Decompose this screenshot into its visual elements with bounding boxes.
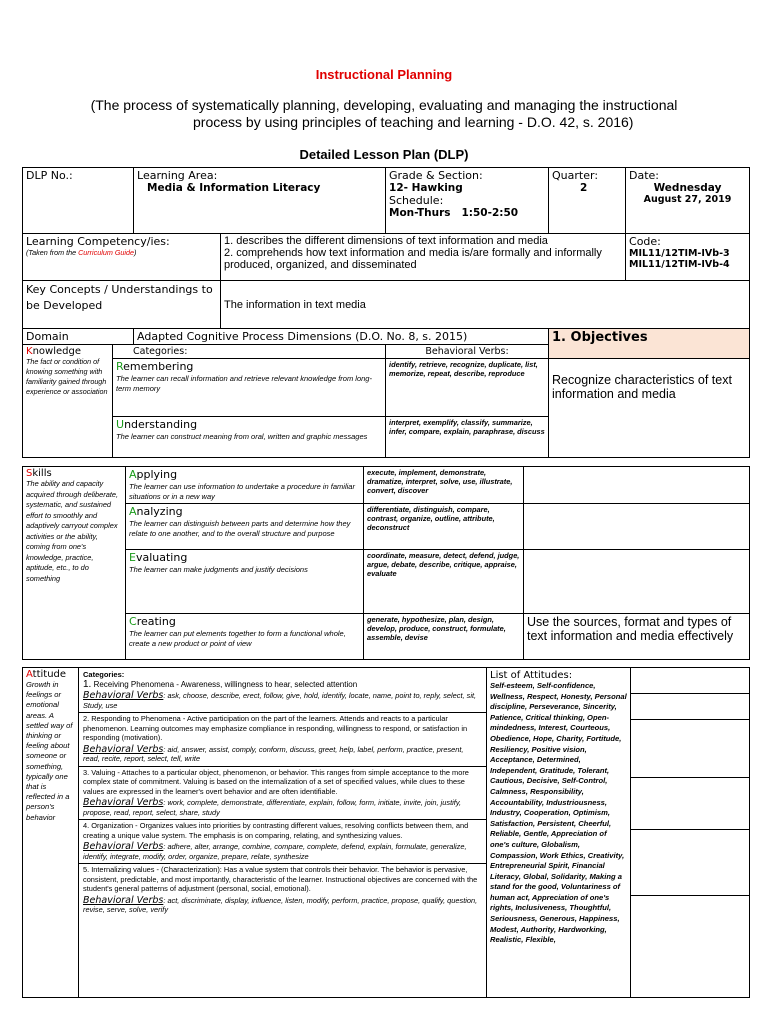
creating-desc: The learner can put elements together to form a functional whole, create a new product or point of view [129, 629, 346, 648]
creating-rest: reating [136, 615, 176, 628]
competency-item-2: 2. comprehends how text information and media is/are formally and informally produced, organized, and disseminated [224, 247, 602, 271]
applying-rest: pplying [136, 468, 178, 481]
remembering-rest: emembering [123, 360, 194, 373]
attitude-category-1 [83, 680, 482, 690]
skills-first-letter: S [26, 468, 33, 479]
competency-items-cell [221, 234, 626, 281]
page-subtitle-line2: process by using principles of teaching and learning - D.O. 42, s. 2016) [193, 114, 634, 130]
evaluating-title [129, 551, 360, 565]
dlp-info-table [22, 167, 750, 458]
attitude-categories-cell [79, 668, 487, 998]
date-value: August 27, 2019 [643, 194, 732, 205]
remembering-verbs-cell [386, 359, 549, 417]
remembering-title [116, 360, 382, 374]
evaluating-verbs: coordinate, measure, detect, defend, judge, argue, debate, describe, critique, appraise, evaluate [367, 551, 520, 579]
analyzing-objective-cell [524, 504, 750, 550]
remembering-cell [113, 359, 386, 417]
knowledge-desc: The fact or condition of knowing something with familiarity gained through experience or association [26, 357, 108, 396]
learning-area-label: Learning Area: [137, 169, 218, 182]
behavioral-verbs-label-1: Behavioral Verbs [83, 690, 164, 702]
analyzing-verbs-cell [364, 504, 524, 550]
skills-cell [23, 467, 126, 660]
attitude-first-letter: A [26, 669, 33, 680]
objective-1: Recognize characteristics of text information and media [552, 373, 732, 401]
knowledge-rest: nowledge [32, 346, 81, 357]
code-2: MIL11/12TIM-IVb-4 [629, 259, 730, 270]
grade-section-label: Grade & Section: [389, 169, 483, 182]
applying-title [129, 468, 360, 482]
analyzing-rest: nalyzing [136, 505, 183, 518]
analyzing-desc: The learner can distinguish between parts and determine how they relate to one another, and to the overall structure and purpose [129, 519, 351, 538]
attitude-objective-cell [631, 668, 750, 998]
objectives-label: 1. Objectives [552, 330, 648, 345]
dimensions-header-cell [134, 329, 549, 345]
attitude-category-1-verbs-text: : ask, choose, describe, erect, follow, give, hold, identify, locate, name, point to, reply, select, sit, Study, use [83, 691, 477, 710]
schedule-value: Mon-Thurs 1:50-2:50 [389, 207, 519, 219]
categories-label: Categories: [133, 346, 188, 357]
attitude-category-2: 2. Responding to Phenomena - Active participation on the part of the learners. Attends and reacts to a particular phenomenon. Learning outcomes may emphasize compliance in responding, willingness to respond, or satisfaction in responding (motivation). [83, 714, 468, 743]
behavioral-verbs-label-4: Behavioral Verbs [83, 841, 164, 853]
creating-verbs-cell [364, 614, 524, 660]
date-cell [626, 168, 750, 234]
code-label: Code: [629, 235, 661, 248]
applying-first-letter: A [129, 468, 137, 481]
verbs-label: Behavioral Verbs: [425, 346, 509, 357]
learning-area-value: Media & Information Literacy [147, 182, 321, 194]
skills-desc: The ability and capacity acquired through deliberate, systematic, and sustained effort to smoothly and adaptively carryout complex activities or the ability, coming from one's knowledge, practice, aptitude, etc., to do something [26, 479, 119, 583]
understanding-cell [113, 417, 386, 458]
understanding-first-letter: U [116, 418, 125, 431]
attitude-table [22, 667, 750, 998]
attitude-desc: Growth in feelings or emotional areas. A settled way of thinking or feeling about someone or something, typically one that is reflected in a person's behavior [26, 680, 73, 822]
grade-section-value: 12- Hawking [389, 182, 463, 194]
creating-title [129, 615, 360, 629]
remembering-first-letter: R [116, 360, 124, 373]
knowledge-first-letter: K [26, 346, 33, 357]
objective-2: Use the sources, format and types of text information and media effectively [527, 615, 734, 643]
attitude-categories-label: Categories: [83, 670, 125, 679]
attitude-list-label: List of Attitudes: [490, 670, 573, 681]
page-subtitle-line1: (The process of systematically planning, developing, evaluating and managing the instructional [90, 97, 678, 113]
evaluating-desc: The learner can make judgments and justify decisions [129, 565, 308, 574]
key-concepts-label-cell [23, 281, 221, 329]
remembering-desc: The learner can recall information and retrieve relevant knowledge from long-term memory [116, 374, 372, 393]
attitude-category-3: 3. Valuing - Attaches to a particular object, phenomenon, or behavior. This ranges from simple acceptance to the more complex state of commitment. Valuing is based on the internalization of a set of specified values, while clues to these values are expressed in the learner's overt behavior and are often identifiable. [83, 767, 469, 796]
evaluating-objective-cell [524, 550, 750, 614]
skills-table [22, 466, 750, 660]
dlp-heading: Detailed Lesson Plan (DLP) [299, 147, 469, 162]
attitude-category-1-text: Receiving Phenomena - Awareness, willingness to hear, selected attention [93, 679, 358, 689]
understanding-desc: The learner can construct meaning from oral, written and graphic messages [116, 432, 368, 441]
behavioral-verbs-label-2: Behavioral Verbs [83, 743, 164, 755]
analyzing-first-letter: A [129, 505, 137, 518]
knowledge-title [26, 346, 109, 357]
objective-1-cell [549, 359, 750, 458]
page-title: Instructional Planning [315, 67, 453, 82]
attitude-rest: ttitude [32, 669, 67, 680]
attitude-category-3-verbs-text: : work, complete, demonstrate, differentiate, explain, follow, form, initiate, invite, join, justify, propose, read, report, select, share, study [83, 798, 462, 817]
attitude-category-4-verbs-text: : adhere, alter, arrange, combine, compare, complete, defend, explain, formulate, generalize, identify, integrate, modify, order, organize, prepare, relate, synthesize [83, 842, 467, 861]
competency-item-1: 1. describes the different dimensions of text information and media [224, 235, 548, 247]
dimensions-label: Adapted Cognitive Process Dimensions (D.O. No. 8, s. 2015) [137, 330, 468, 343]
attitude-list-cell [487, 668, 631, 998]
code-cell [626, 234, 750, 281]
domain-label: Domain [26, 330, 69, 343]
date-label: Date: [629, 169, 660, 182]
attitude-category-5-verbs-text: : act, discriminate, display, influence, listen, modify, perform, practice, propose, qualify, question, revise, serve, solve, verify [83, 895, 478, 915]
analyzing-title [129, 505, 360, 519]
creating-cell [126, 614, 364, 660]
creating-verbs: generate, hypothesize, plan, design, develop, produce, construct, formulate, assemble, devise [367, 615, 506, 643]
date-day: Wednesday [653, 182, 722, 194]
schedule-label: Schedule: [389, 194, 444, 207]
understanding-verbs-cell [386, 417, 549, 458]
quarter-label: Quarter: [552, 169, 599, 182]
behavioral-verbs-label-3: Behavioral Verbs [83, 797, 164, 809]
understanding-title [116, 418, 382, 432]
remembering-verbs: identify, retrieve, recognize, duplicate, list, memorize, repeat, describe, reproduce [389, 360, 538, 379]
behavioral-verbs-label-5: Behavioral Verbs [83, 894, 164, 906]
attitude-category-1-verbs [83, 691, 482, 710]
key-concepts-value: The information in text media [224, 298, 366, 311]
competency-note-suffix: ) [134, 248, 137, 257]
skills-rest: kills [32, 468, 52, 479]
evaluating-cell [126, 550, 364, 614]
competency-note-prefix: (Taken from the [26, 248, 79, 257]
applying-verbs: execute, implement, demonstrate, dramatize, interpret, solve, use, illustrate, convert, discover [367, 468, 513, 496]
applying-desc: The learner can use information to undertake a procedure in familiar situations or in a new way [129, 482, 355, 501]
attitude-category-1-num: 1. [83, 678, 92, 690]
quarter-cell [549, 168, 626, 234]
attitude-category-4: 4. Organization - Organizes values into priorities by contrasting different values, resolving conflicts between them, and creating a unique value system. The emphasis is on comparing, relating, and synthesizing values. [83, 821, 469, 840]
evaluating-first-letter: E [129, 551, 136, 564]
competency-label: Learning Competency/ies: [26, 235, 170, 248]
competency-label-cell [23, 234, 221, 281]
objective-2-cell [524, 614, 750, 660]
attitude-category-3-verbs [83, 798, 482, 817]
dlp-no-cell [23, 168, 134, 234]
understanding-rest: nderstanding [124, 418, 198, 431]
domain-header-cell [23, 329, 134, 345]
categories-header-cell [113, 345, 386, 359]
competency-note [26, 248, 217, 257]
analyzing-cell [126, 504, 364, 550]
curriculum-guide-text: Curriculum Guide [78, 248, 134, 257]
grade-section-cell [386, 168, 549, 234]
evaluating-rest: valuating [135, 551, 188, 564]
attitude-category-5: 5. Internalizing values - (Characterization): Has a value system that controls their behavior. The behavior is pervasive, consistent, predictable, and most importantly, characteristic of the learner. Instructional objectives are concerned with the student's general patterns of adjustment (personal, social, emotional). [83, 865, 478, 894]
dlp-no-label: DLP No.: [26, 169, 73, 182]
applying-objective-cell [524, 467, 750, 504]
key-concepts-label: Key Concepts / Understandings to be Developed [26, 283, 213, 312]
attitude-cell [23, 668, 79, 998]
analyzing-verbs: differentiate, distinguish, compare, contrast, organize, outline, attribute, deconstruct [367, 505, 495, 533]
attitude-category-2-verbs-text: : aid, answer, assist, comply, conform, discuss, greet, help, label, perform, practice, present, read, recite, report, select, tell, write [83, 744, 464, 764]
objectives-header-cell [549, 329, 750, 359]
quarter-value: 2 [580, 182, 588, 194]
knowledge-cell [23, 345, 113, 458]
code-1: MIL11/12TIM-IVb-3 [629, 248, 730, 259]
applying-cell [126, 467, 364, 504]
attitude-title [26, 669, 75, 680]
learning-area-cell [134, 168, 386, 234]
creating-first-letter: C [129, 615, 137, 628]
attitude-list: Self-esteem, Self-confidence, Wellness, Respect, Honesty, Personal discipline, Perseverance, Sincerity, Patience, Critical thinking, Open-mindedness, Interest, Courteous, Obedience, Hope, Charity, Fortitude, Resiliency, Positive vision, Acceptance, Determined, Independent, Gratitude, Tolerant, Cautious, Decisive, Self-Control, Calmness, Responsibility, Accountability, Industriousness, Industry, Cooperation, Optimism, Satisfaction, Persistent, Cheerful, Reliable, Gentle, Appreciation of one's culture, Globalism, Compassion, Work Ethics, Creativity, Entrepreneurial Spirit, Financial Literacy, Global, Solidarity, Making a stand for the good, Voluntariness of human act, Appreciation of one's rights, Inclusiveness, Thoughtful, Seriousness, Generous, Happiness, Modest, Authority, Hardworking, Realistic, Flexible, [490, 681, 627, 945]
verbs-header-cell [386, 345, 549, 359]
applying-verbs-cell [364, 467, 524, 504]
attitude-category-2-verbs [83, 745, 482, 764]
understanding-verbs: interpret, exemplify, classify, summarize, infer, compare, explain, paraphrase, discuss [389, 418, 545, 437]
key-concepts-value-cell [221, 281, 750, 329]
evaluating-verbs-cell [364, 550, 524, 614]
attitude-category-5-verbs [83, 896, 482, 915]
attitude-category-4-verbs [83, 842, 482, 861]
skills-title [26, 468, 122, 479]
